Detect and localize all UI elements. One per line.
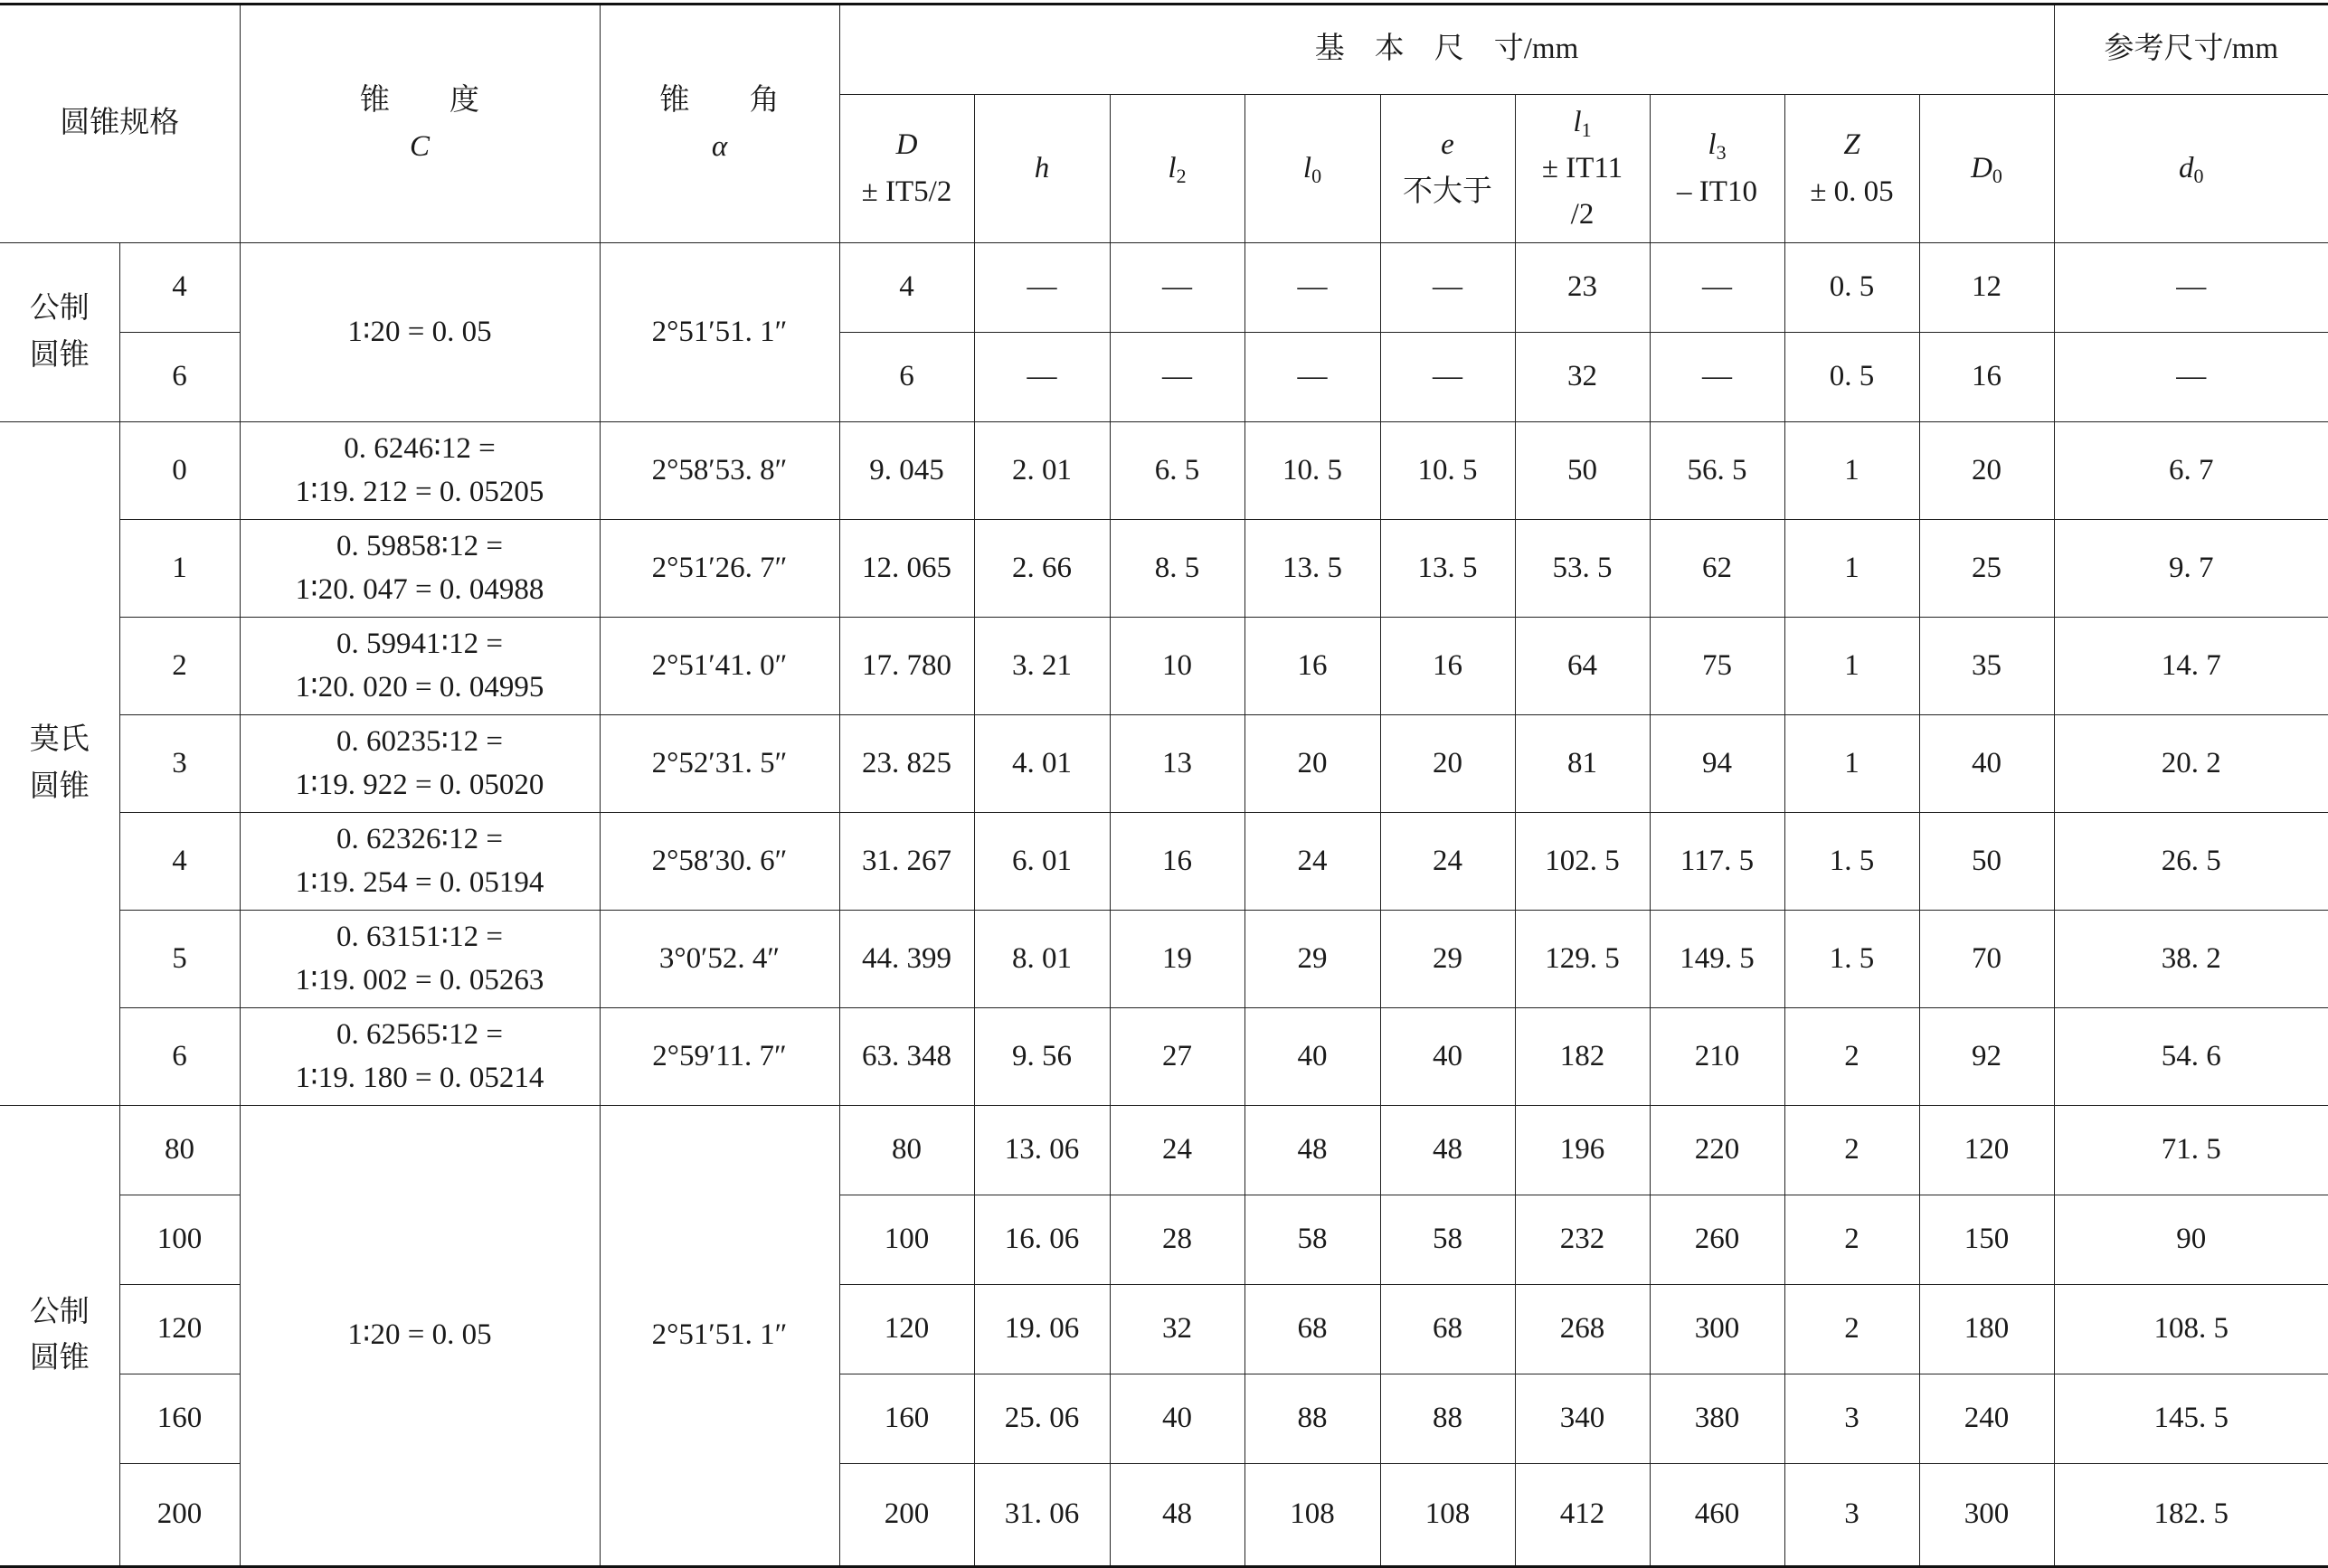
cell-l3: — [1650,243,1784,333]
header-l1-tolerance-2: /2 [1570,198,1595,231]
cell-h: 4. 01 [974,715,1110,813]
header-angle [600,5,839,243]
cell-l3: 75 [1650,618,1784,715]
taper-ratio-line-1: 0. 59858∶12 = [336,529,503,562]
cell-e: — [1380,333,1515,422]
angle-cell: 2°59′11. 7″ [600,1008,839,1106]
cell-l2: 8. 5 [1110,520,1244,618]
header-D-tolerance: ± IT5/2 [861,175,952,208]
cell-e: 10. 5 [1380,422,1515,520]
cell-h: 25. 06 [974,1374,1110,1464]
header-l1-sub: 1 [1581,118,1592,141]
cell-d0: 9. 7 [2054,520,2328,618]
header-l1-tolerance-1: ± IT11 [1541,151,1623,184]
cell-l2: 28 [1110,1195,1244,1285]
table-row [0,911,2328,1008]
angle-cell: 2°51′26. 7″ [600,520,839,618]
cell-d0: 145. 5 [2054,1374,2328,1464]
cell-D0: 25 [1919,520,2054,618]
taper-ratio-line-2: 1∶19. 180 = 0. 05214 [295,1061,544,1094]
angle-cell: 3°0′52. 4″ [600,911,839,1008]
size-cell: 4 [119,813,240,911]
taper-ratio-line-1: 0. 62565∶12 = [336,1017,503,1051]
cell-l2: 48 [1110,1464,1244,1567]
cell-D: 44. 399 [839,911,974,1008]
cell-Z: 1. 5 [1784,813,1919,911]
cell-l1: 232 [1515,1195,1650,1285]
cell-l1: 23 [1515,243,1650,333]
header-col-l2 [1110,95,1244,243]
taper-ratio-line-1: 0. 60235∶12 = [336,724,503,758]
cell-e: 58 [1380,1195,1515,1285]
cell-h: 19. 06 [974,1285,1110,1374]
taper-ratio-line-2: 1∶19. 922 = 0. 05020 [295,768,544,801]
cell-l2: 6. 5 [1110,422,1244,520]
cell-e: 20 [1380,715,1515,813]
cell-D: 200 [839,1464,974,1567]
cell-l1: 268 [1515,1285,1650,1374]
cell-l1: 53. 5 [1515,520,1650,618]
size-cell: 2 [119,618,240,715]
cell-l3: 260 [1650,1195,1784,1285]
cell-D0: 120 [1919,1106,2054,1195]
cell-l3: 117. 5 [1650,813,1784,911]
taper-cell: 1∶20 = 0. 05 [240,243,600,422]
header-l2-symbol: l [1168,151,1177,184]
cell-D: 23. 825 [839,715,974,813]
cell-l1: 64 [1515,618,1650,715]
cell-h: 8. 01 [974,911,1110,1008]
angle-cell: 2°51′51. 1″ [600,1106,839,1567]
cell-l1: 182 [1515,1008,1650,1106]
cell-h: 9. 56 [974,1008,1110,1106]
cell-l0: 13. 5 [1244,520,1380,618]
cell-l2: 27 [1110,1008,1244,1106]
cell-Z: 1 [1784,520,1919,618]
cell-l3: 460 [1650,1464,1784,1567]
size-cell: 80 [119,1106,240,1195]
size-cell: 6 [119,1008,240,1106]
table-row [0,1106,2328,1195]
cell-l3: 62 [1650,520,1784,618]
cell-l3: 300 [1650,1285,1784,1374]
cell-d0: 108. 5 [2054,1285,2328,1374]
taper-dimensions-table [0,3,2328,1568]
cell-Z: 2 [1784,1106,1919,1195]
header-basic-dimensions: 基 本 尺 寸/mm [839,5,2054,95]
cell-l0: — [1244,333,1380,422]
cell-D0: 70 [1919,911,2054,1008]
cell-D: 160 [839,1374,974,1464]
header-spec: 圆锥规格 [0,5,240,243]
cell-l3: 220 [1650,1106,1784,1195]
cell-l0: 108 [1244,1464,1380,1567]
cell-l0: 68 [1244,1285,1380,1374]
cell-l0: 10. 5 [1244,422,1380,520]
cell-Z: 3 [1784,1374,1919,1464]
cell-l1: 102. 5 [1515,813,1650,911]
cell-Z: 0. 5 [1784,243,1919,333]
cell-h: 13. 06 [974,1106,1110,1195]
size-cell: 1 [119,520,240,618]
header-Z-tolerance: ± 0. 05 [1810,175,1894,208]
cell-h: — [974,243,1110,333]
taper-ratio-line-1: 0. 6246∶12 = [344,431,496,465]
header-row-1 [0,5,2328,95]
cell-D: 80 [839,1106,974,1195]
cell-h: — [974,333,1110,422]
cell-h: 31. 06 [974,1464,1110,1567]
table-row [0,618,2328,715]
header-col-Z [1784,95,1919,243]
size-cell: 100 [119,1195,240,1285]
cell-D: 63. 348 [839,1008,974,1106]
cell-d0: 6. 7 [2054,422,2328,520]
cell-l0: 40 [1244,1008,1380,1106]
cell-l0: 24 [1244,813,1380,911]
cell-Z: 1. 5 [1784,911,1919,1008]
taper-cell [240,911,600,1008]
cell-l1: 340 [1515,1374,1650,1464]
cell-e: 29 [1380,911,1515,1008]
taper-ratio-line-1: 0. 62326∶12 = [336,822,503,855]
header-taper [240,5,600,243]
cell-D: 4 [839,243,974,333]
header-col-l1 [1515,95,1650,243]
cell-Z: 1 [1784,715,1919,813]
cell-D: 100 [839,1195,974,1285]
cell-d0: 54. 6 [2054,1008,2328,1106]
cell-e: 68 [1380,1285,1515,1374]
cell-d0: 20. 2 [2054,715,2328,813]
taper-cell: 1∶20 = 0. 05 [240,1106,600,1567]
cell-h: 6. 01 [974,813,1110,911]
cell-l0: — [1244,243,1380,333]
taper-cell [240,1008,600,1106]
cell-D0: 50 [1919,813,2054,911]
size-cell: 160 [119,1374,240,1464]
cell-D0: 300 [1919,1464,2054,1567]
taper-ratio-line-2: 1∶20. 020 = 0. 04995 [295,670,544,704]
header-l3-sub: 3 [1716,141,1727,165]
cell-l1: 81 [1515,715,1650,813]
header-taper-symbol: C [409,130,430,163]
header-l0-symbol: l [1302,151,1312,184]
cell-l3: 149. 5 [1650,911,1784,1008]
header-col-D [839,95,974,243]
angle-cell: 2°52′31. 5″ [600,715,839,813]
angle-cell: 2°51′51. 1″ [600,243,839,422]
cell-d0: — [2054,243,2328,333]
cell-e: 24 [1380,813,1515,911]
cell-D0: 92 [1919,1008,2054,1106]
cell-D: 6 [839,333,974,422]
taper-cell [240,618,600,715]
cell-D: 31. 267 [839,813,974,911]
cell-D0: 40 [1919,715,2054,813]
header-D-symbol: D [895,128,918,162]
cell-l2: 32 [1110,1285,1244,1374]
cell-D0: 12 [1919,243,2054,333]
cell-h: 3. 21 [974,618,1110,715]
size-cell: 120 [119,1285,240,1374]
taper-ratio-line-1: 0. 59941∶12 = [336,627,503,660]
cell-l2: — [1110,333,1244,422]
cell-Z: 2 [1784,1195,1919,1285]
header-col-h [974,95,1110,243]
cell-d0: 38. 2 [2054,911,2328,1008]
header-reference-dimensions: 参考尺寸/mm [2054,5,2328,95]
cell-Z: 3 [1784,1464,1919,1567]
cell-e: — [1380,243,1515,333]
cell-d0: 71. 5 [2054,1106,2328,1195]
cell-h: 2. 01 [974,422,1110,520]
cell-l0: 58 [1244,1195,1380,1285]
cell-e: 108 [1380,1464,1515,1567]
cell-d0: 26. 5 [2054,813,2328,911]
taper-cell [240,813,600,911]
cell-Z: 1 [1784,618,1919,715]
cell-D0: 180 [1919,1285,2054,1374]
header-d0-symbol: d [2179,151,2194,184]
header-e-note: 不大于 [1403,175,1492,208]
cell-l2: 24 [1110,1106,1244,1195]
cell-l3: 94 [1650,715,1784,813]
cell-e: 48 [1380,1106,1515,1195]
cell-D0: 20 [1919,422,2054,520]
table-row [0,813,2328,911]
table-row [0,1008,2328,1106]
cell-D: 120 [839,1285,974,1374]
cell-l3: — [1650,333,1784,422]
cell-l3: 210 [1650,1008,1784,1106]
size-cell: 5 [119,911,240,1008]
header-l0-sub: 0 [1311,164,1322,187]
size-cell: 3 [119,715,240,813]
cell-d0: 182. 5 [2054,1464,2328,1567]
header-e-symbol: e [1441,128,1454,162]
cell-l0: 20 [1244,715,1380,813]
header-l3-tolerance: – IT10 [1677,175,1757,208]
cell-l3: 380 [1650,1374,1784,1464]
header-col-l3 [1650,95,1784,243]
cell-l0: 88 [1244,1374,1380,1464]
header-D0-symbol: D [1971,151,1992,184]
cell-l1: 32 [1515,333,1650,422]
size-cell: 0 [119,422,240,520]
header-l1-symbol: l [1573,105,1582,138]
cell-D0: 240 [1919,1374,2054,1464]
cell-l1: 412 [1515,1464,1650,1567]
header-Z-symbol: Z [1843,128,1860,162]
header-col-e [1380,95,1515,243]
taper-cell [240,422,600,520]
cell-d0: 14. 7 [2054,618,2328,715]
header-l3-symbol: l [1708,128,1717,162]
header-D0-sub: 0 [1992,164,2002,187]
taper-ratio-line-2: 1∶19. 002 = 0. 05263 [295,963,544,997]
cell-Z: 0. 5 [1784,333,1919,422]
taper-ratio-line-1: 0. 63151∶12 = [336,920,503,953]
taper-ratio-line-2: 1∶19. 212 = 0. 05205 [295,475,544,508]
header-col-D0 [1919,95,2054,243]
header-taper-name: 锥 度 [360,83,479,117]
cell-D: 12. 065 [839,520,974,618]
cell-h: 16. 06 [974,1195,1110,1285]
angle-cell: 2°51′41. 0″ [600,618,839,715]
cell-D: 9. 045 [839,422,974,520]
cell-d0: 90 [2054,1195,2328,1285]
cell-l1: 50 [1515,422,1650,520]
taper-cell [240,520,600,618]
cell-Z: 2 [1784,1008,1919,1106]
cell-e: 40 [1380,1008,1515,1106]
taper-ratio-line-2: 1∶19. 254 = 0. 05194 [295,865,544,899]
cell-l2: 13 [1110,715,1244,813]
group-label-morse: 莫氏 圆锥 [0,422,119,1106]
cell-l2: 16 [1110,813,1244,911]
cell-Z: 1 [1784,422,1919,520]
cell-h: 2. 66 [974,520,1110,618]
size-cell: 200 [119,1464,240,1567]
header-angle-name: 锥 角 [659,83,780,117]
angle-cell: 2°58′53. 8″ [600,422,839,520]
size-cell: 6 [119,333,240,422]
cell-l0: 16 [1244,618,1380,715]
size-cell: 4 [119,243,240,333]
cell-D0: 16 [1919,333,2054,422]
cell-l2: — [1110,243,1244,333]
cell-D: 17. 780 [839,618,974,715]
cell-D0: 150 [1919,1195,2054,1285]
group-label-metric-small: 公制 圆锥 [0,243,119,422]
cell-l2: 10 [1110,618,1244,715]
cell-e: 88 [1380,1374,1515,1464]
header-h-symbol: h [1034,151,1050,184]
header-d0-sub: 0 [2193,164,2204,187]
cell-l2: 40 [1110,1374,1244,1464]
header-col-d0 [2054,95,2328,243]
cell-Z: 2 [1784,1285,1919,1374]
cell-l1: 196 [1515,1106,1650,1195]
header-l2-sub: 2 [1176,164,1187,187]
cell-D0: 35 [1919,618,2054,715]
header-angle-symbol: α [711,130,728,163]
table-row [0,520,2328,618]
cell-l3: 56. 5 [1650,422,1784,520]
cell-l0: 29 [1244,911,1380,1008]
group-label-metric-large: 公制 圆锥 [0,1106,119,1567]
cell-l2: 19 [1110,911,1244,1008]
taper-cell [240,715,600,813]
table-row [0,715,2328,813]
table-row [0,422,2328,520]
taper-ratio-line-2: 1∶20. 047 = 0. 04988 [295,572,544,606]
cell-l1: 129. 5 [1515,911,1650,1008]
angle-cell: 2°58′30. 6″ [600,813,839,911]
cell-l0: 48 [1244,1106,1380,1195]
table-row [0,243,2328,333]
cell-d0: — [2054,333,2328,422]
cell-e: 13. 5 [1380,520,1515,618]
header-col-l0 [1244,95,1380,243]
cell-e: 16 [1380,618,1515,715]
